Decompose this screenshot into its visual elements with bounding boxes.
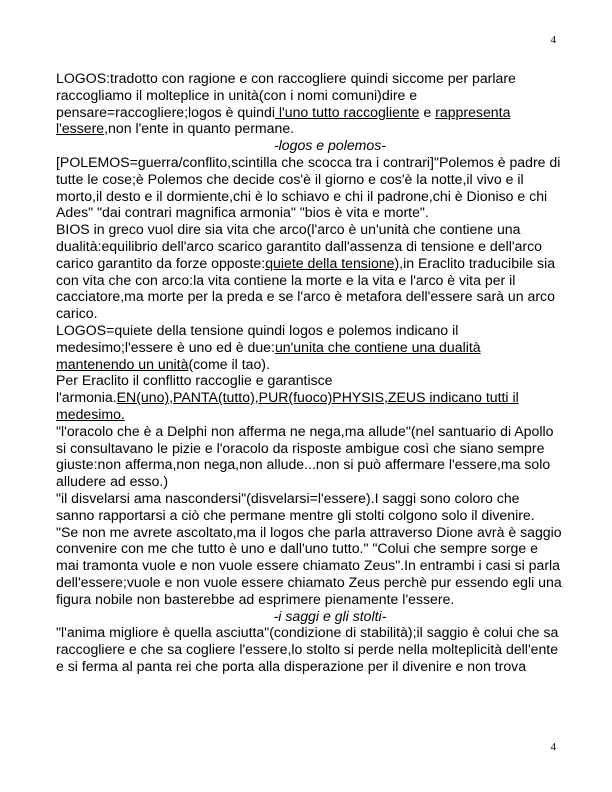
text-line [56,171,612,188]
section-heading [56,608,612,625]
text-line [56,288,612,305]
text-segment: Ades" "dai contrari magnifica armonia" "bios è vita e morte". [56,204,429,221]
text-line [56,641,612,658]
text-line [56,490,612,507]
text-line [56,204,612,221]
text-segment: -i saggi e gli stolti- [273,607,387,624]
text-line [56,473,612,490]
text-line [56,356,612,373]
text-line [56,255,612,272]
text-segment: tutte le cose;è Polemos che decide cos'è il giorno e cos'è la notte,il vivo e il [56,170,524,187]
text-segment: l'armonia. [56,389,117,406]
section-heading [56,137,612,154]
text-line [56,188,612,205]
text-line [56,658,612,675]
text-segment: dell'essere;vuole e non vuole essere chiamato Zeus perchè pur essendo egli una [56,573,562,590]
text-segment: raccogliere e che sa cogliere l'essere,lo stolto si perde nella molteplicità dell'ente [56,641,559,658]
text-line [56,154,612,171]
text-segment: "l'anima migliore è quella asciutta"(condizione di stabilità);il saggio è colui che sa [56,624,559,641]
text-line [56,624,612,641]
text-segment: convenire con me che tutto è uno e dall'uno tutto." "Colui che sempre sorge e [56,540,538,557]
text-segment: si consultavano le pizie e l'oracolo da risposte ambigue così che siano sempre [56,439,545,456]
text-line [56,440,612,457]
text-line [56,456,612,473]
text-segment: sanno rapportarsi a ciò che permane mentre gli stolti colgono solo il divenire. [56,506,535,523]
text-segment: figura nobile non basterebbe ad esprimere pienamente l'essere. [56,590,455,607]
underlined-text: quiete della tensione [265,254,395,271]
text-line [56,104,612,121]
text-line [56,322,612,339]
text-segment: "il disvelarsi ama nascondersi"(disvelarsi=l'essere).I saggi sono coloro che [56,489,520,506]
text-line [56,591,612,608]
underlined-text: un'unita che contiene una dualità [274,338,481,355]
underlined-text: mantenendo un unità [56,355,189,372]
text-segment: raccogliamo il molteplice in unità(con i nomi comuni)dire e [56,86,418,103]
text-line [56,70,612,87]
text-segment: cacciatore,ma morte per la preda e se l'arco è metafora dell'essere sarà un arco [56,288,555,305]
text-segment: medesimo;l'essere è uno ed è due: [56,338,275,355]
page-number-bottom: 4 [550,741,556,753]
text-segment: e si ferma al panta rei che porta alla disperazione per il divenire e non trova [56,657,527,674]
text-segment: -logos e polemos- [273,137,387,154]
page-number-top: 4 [550,34,556,46]
text-line [56,120,612,137]
text-segment: carico garantito da forze opposte: [56,254,266,271]
text-segment: dualità:equilibrio dell'arco scarico garantito dall'assenza di tensione e dell'arco [56,237,542,254]
text-line [56,507,612,524]
text-line [56,339,612,356]
text-segment: con vita che con arco:la vita contiene la morte e la vita e l'arco è vita per il [56,271,516,288]
text-segment: e [419,103,436,120]
underlined-text: rappresenta [435,103,511,120]
text-line [56,272,612,289]
text-segment: ),in Eraclito traducibile sia [394,254,556,271]
text-segment: (come il tao). [188,355,270,372]
text-line [56,389,612,406]
underlined-text: EN(uno),PANTA(tutto),PUR(fuoco)PHYSIS,ZEUS indicano tutti il [116,389,519,406]
text-segment: carico. [56,305,98,322]
text-line [56,524,612,541]
text-line [56,540,612,557]
underlined-text: l'essere [56,120,105,137]
text-segment: giuste:non afferma,non nega,non allude...non si può affermare l'essere,ma solo [56,456,551,473]
text-line [56,238,612,255]
text-segment: LOGOS:tradotto con ragione e con raccogliere quindi siccome per parlare [56,70,516,86]
text-line [56,423,612,440]
text-segment: "l'oracolo che è a Delphi non afferma ne nega,ma allude"(nel santuario di Apollo [56,422,554,439]
text-segment: "Se non me avrete ascoltato,ma il logos che parla attraverso Dione avrà è saggio [56,523,562,540]
text-segment: mai tramonta vuole e non vuole essere chiamato Zeus".In entrambi i casi si parla [56,557,561,574]
text-segment: alludere ad esso.) [56,473,169,490]
text-line [56,557,612,574]
text-line [56,574,612,591]
text-segment: Per Eraclito il conflitto raccoglie e garantisce [56,372,333,389]
text-segment: [POLEMOS=guerra/conflito,scintilla che scocca tra i contrari]"Polemos è padre di [56,153,561,170]
text-segment: morto,il desto e il dormiente,chi è lo schiavo e chi il padrone,chi è Dioniso e chi [56,187,548,204]
text-line [56,406,612,423]
text-segment: BIOS in greco vuol dire sia vita che arco(l'arco è un'unità che contiene una [56,221,521,238]
text-line [56,372,612,389]
text-segment: pensare=raccogliere;logos è quindi [56,103,275,120]
text-line [56,87,612,104]
underlined-text: l'uno tutto raccogliente [275,103,420,120]
text-line [56,305,612,322]
text-segment: ,non l'ente in quanto permane. [104,120,295,137]
document-body [56,70,612,675]
underlined-text: medesimo. [56,405,125,422]
text-line [56,221,612,238]
text-segment: LOGOS=quiete della tensione quindi logos e polemos indicano il [56,321,459,338]
